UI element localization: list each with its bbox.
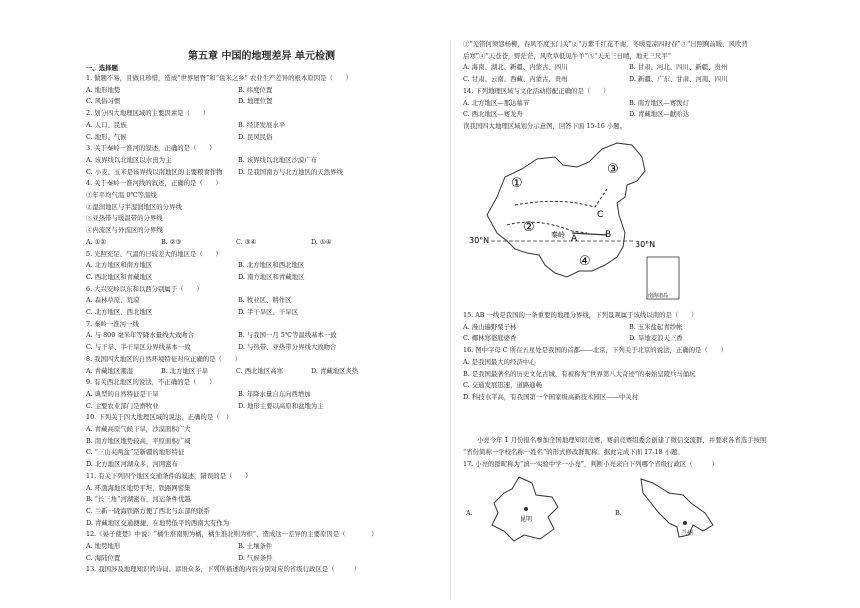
question-text: 9. 有关西北地区的说法，不正确的是（ ） bbox=[86, 378, 216, 387]
answer-option[interactable]: D. 地形主要以高原和盆地为主 bbox=[238, 401, 324, 410]
question-text: ②湿润地区与半湿润地区的分界线 bbox=[86, 202, 182, 211]
answer-option[interactable]: A. 青藏地区潮湿 bbox=[86, 366, 134, 375]
answer-option[interactable]: B. 玉米盐起青纱帐 bbox=[629, 322, 683, 331]
question-text: D. 青藏地区交通便捷，在地势低平的西南大有作为 bbox=[86, 518, 230, 527]
gansu-outline-icon bbox=[633, 473, 723, 545]
question-text: A. 青藏高原气候干旱，沙漠面积广大 bbox=[86, 425, 191, 433]
map-label-qinling: 秦岭 bbox=[551, 231, 565, 239]
question-text: A. 环渤海地区地势平坦，铁路网密集 bbox=[86, 483, 191, 492]
map-label-B: B bbox=[605, 230, 612, 240]
answer-option[interactable]: A. 漫山遍野栗子林 bbox=[463, 322, 517, 331]
question-text: 14. 下列地理区域与文化活动搭配正确的是（ ） bbox=[463, 86, 610, 95]
answer-option[interactable]: D. 地理位置 bbox=[238, 97, 273, 106]
answer-option[interactable]: C. 小麦、玉米是该界线以南地区的主要粮食作物 bbox=[86, 167, 223, 176]
passage-text: 小亮今年 1 月份报名参加全国地理知识竞赛，赛前竞赛组委会创建了微信交流群，并要求各省选手按照 bbox=[477, 436, 767, 444]
answer-option[interactable]: D. 旱地麦浪天三香 bbox=[629, 334, 683, 343]
question-text: D. 北方地区河湖众多，河网密布 bbox=[86, 460, 179, 469]
question-text: C. “三山夹两盆”是新疆的地形特征 bbox=[86, 448, 185, 457]
question-text: C. 兰新一陇海铁路方便了西北与东部的联系 bbox=[86, 506, 210, 515]
question-text: 16. 图中字母 C 所在五星处是我国的首都——北京，下列关于北京的说法，正确的是（ ） bbox=[463, 346, 727, 355]
question-text: 6. 大兴安岭以东和以西分别属于（ ） bbox=[86, 284, 203, 293]
answer-option[interactable]: C. 与干旱、半干旱区分界线基本一致 bbox=[86, 343, 191, 352]
question-text: B. 南方地区地势较高，平原面积广阔 bbox=[86, 436, 191, 445]
answer-option[interactable]: D. 民风民俗 bbox=[238, 132, 273, 141]
answer-option[interactable]: A. 地形地势 bbox=[86, 85, 121, 94]
question-text: 读我国四大地理区域划分示意图，回答下面 15-16 小题。 bbox=[463, 121, 627, 130]
answer-option[interactable]: A. 该界线以北地区以水田为主 bbox=[86, 155, 172, 164]
city-label-b: 兰州 bbox=[681, 530, 694, 537]
region-boundary-2 bbox=[507, 222, 587, 233]
answer-option[interactable]: B. 牧业区、耕作区 bbox=[238, 296, 292, 305]
answer-option[interactable]: C. ③④ bbox=[236, 237, 257, 246]
answer-option[interactable]: C. 地形、气候 bbox=[86, 132, 127, 141]
section-heading: 一、选择题 bbox=[86, 64, 118, 72]
answer-option[interactable]: B. 与我国一月 5℃等温线基本一致 bbox=[238, 331, 337, 340]
answer-option[interactable]: D. 南方地区和青藏地区 bbox=[238, 272, 305, 281]
china-region-map bbox=[467, 137, 684, 305]
answer-option[interactable]: C. 海陆位置 bbox=[86, 553, 121, 562]
answer-option[interactable]: A. 典型的自然特征是干旱 bbox=[86, 389, 159, 398]
answer-option[interactable]: A. 人口、民族 bbox=[86, 120, 127, 129]
question-text: 15. AB 一线是我国的一条重要的地理分界线，下列景观属于该线以南的是（ ） bbox=[463, 311, 698, 319]
question-text: 后寒”④“天苍苍，野茫茫，风吹草低见牛羊”⑤“天无三日晴，地无三尺平” bbox=[463, 51, 672, 60]
question-text: D. 科技水平高，有我国第一个国家级高新技术园区——中关村 bbox=[463, 392, 639, 401]
question-text: B. 是我国最著名的历史文化古城，有被称为“世界第八大奇迹”的秦始皇陵兵马俑坑 bbox=[463, 369, 696, 378]
answer-option[interactable]: B. 纬度位置 bbox=[238, 85, 273, 94]
answer-option[interactable]: C. 甘肃、云南、西藏、内蒙古、贵州 bbox=[463, 75, 568, 84]
question-text: 10. 下列关于四大地理区域的说法，正确的是（ ） bbox=[86, 413, 233, 422]
answer-option[interactable]: A. 地势地形 bbox=[86, 542, 121, 550]
answer-option[interactable]: D. 与热带、亚热带分界线大致吻合 bbox=[238, 343, 337, 352]
question-text: 17. 小亮的群昵称为“滇一实验中学一小亮”，判断小亮来自下列哪个省级行政区（ ） bbox=[463, 460, 719, 468]
question-text: B. “长三角”河湖密布，河运条件优越 bbox=[86, 495, 191, 504]
answer-option[interactable]: A. ①② bbox=[86, 237, 107, 246]
answer-option[interactable]: B. 北方地区和西北地区 bbox=[238, 261, 305, 270]
answer-option[interactable]: C. 北方地区、西北地区 bbox=[86, 308, 153, 316]
answer-option[interactable]: A. 森林草原、荒漠 bbox=[86, 296, 140, 305]
option-b-label: B. bbox=[615, 509, 622, 517]
question-text: 1. 做题不易，且做且珍惜，造成“世界屋脊”和“鱼米之乡” 农业生产差异的根本原因是（ ） bbox=[86, 74, 353, 82]
answer-option[interactable]: A. 北方地区和南方地区 bbox=[86, 261, 153, 270]
qinling-line bbox=[572, 233, 607, 235]
answer-option[interactable]: D. 青藏地区—献哈达 bbox=[629, 110, 690, 119]
answer-option[interactable]: B. 经济发展水平 bbox=[238, 120, 286, 129]
question-text: 11. 有关下列四个地区交通条件的叙述，错误的是（ ） bbox=[86, 471, 252, 480]
answer-option[interactable]: B. 北方地区干旱 bbox=[161, 366, 209, 375]
question-text: ①“羌笛何须怨杨柳，春风不度玉门关”②“万紫千红花不谢，冬暖夏凉四时春”③“日照胸前暖，风吹背 bbox=[463, 40, 748, 48]
answer-option[interactable]: C. 风俗习惯 bbox=[86, 97, 121, 106]
answer-option[interactable]: B. ②③ bbox=[161, 237, 182, 246]
question-text: ④内流区与外流区的分界线 bbox=[86, 226, 163, 235]
map-label-3: ③ bbox=[607, 162, 619, 177]
answer-option[interactable]: C. 西北地区—赛龙舟 bbox=[463, 110, 523, 119]
question-text: 13. 我国涉及地理知识的诗词、谚语众多，下列所描述的内容分别对应的省级行政区是（ ） bbox=[86, 565, 361, 574]
map-label-south-sea: 南海诸岛 bbox=[648, 293, 669, 299]
yunnan-outline-icon bbox=[484, 473, 574, 545]
map-label-30n-left: 30°N bbox=[469, 236, 490, 245]
map-label-30n-right: 30°N bbox=[635, 240, 656, 249]
answer-option[interactable]: D. 半干旱区、干旱区 bbox=[238, 308, 299, 316]
question-text: 7. 秦岭一淮河一线 bbox=[86, 319, 139, 328]
answer-option[interactable]: A. 与 800 毫米年等降水量线大致吻合 bbox=[86, 331, 195, 340]
question-text: 5. 光照充足、气温的日较差大的地区是（ ） bbox=[86, 249, 222, 258]
answer-option[interactable]: B. 甘肃、河北、四川、新疆、贵州 bbox=[629, 63, 728, 72]
answer-option[interactable]: C. 主要农业部门是畜牧业 bbox=[86, 401, 159, 410]
map-label-2: ② bbox=[523, 220, 535, 235]
map-label-4: ④ bbox=[579, 254, 591, 269]
question-text: 12.《晏子使楚》中说：“橘生淮南则为橘，橘生淮北则为枳”，造成这一差异的主要原因是（ ） bbox=[86, 530, 378, 539]
question-text: ①年平均气温 0℃等温线 bbox=[86, 191, 157, 199]
answer-option[interactable]: D. 新疆、广东、甘肃、河南、四川 bbox=[629, 75, 728, 84]
map-label-1: ① bbox=[511, 176, 523, 191]
column-divider bbox=[450, 40, 451, 600]
china-outline bbox=[487, 143, 645, 277]
answer-option[interactable]: B. 土壤条件 bbox=[238, 542, 273, 550]
question-text: C. 交通发展迅速，道路通畅 bbox=[463, 381, 543, 390]
answer-option[interactable]: D. ①④ bbox=[311, 237, 332, 246]
map-label-A: A bbox=[571, 234, 578, 244]
answer-option[interactable]: A. 海南、湖北、新疆、内蒙古、四川 bbox=[463, 63, 568, 72]
answer-option[interactable]: D. 青藏地区炎热 bbox=[311, 366, 359, 375]
city-label-a: 昆明 bbox=[520, 516, 533, 523]
question-text: 3. 关于秦岭－淮河的叙述，正确的是（ ） bbox=[86, 144, 216, 153]
region-boundary-1 bbox=[515, 189, 607, 207]
question-text: A. 是我国最大的经济中心 bbox=[463, 357, 536, 366]
answer-option[interactable]: C. 西北地区高寒 bbox=[236, 366, 284, 375]
question-text: ③亚热带与暖温带的分界线 bbox=[86, 214, 163, 223]
page-title: 第五章 中国的地理差异 单元检测 bbox=[188, 51, 335, 62]
answer-option[interactable]: A. 北方地区—那达慕节 bbox=[463, 98, 530, 107]
answer-option[interactable]: C. 西北地区和青藏地区 bbox=[86, 272, 153, 281]
question-text: 2. 划分四大地理区域的主要因素是（ ） bbox=[86, 109, 210, 118]
answer-option[interactable]: D. 气候条件 bbox=[238, 553, 273, 562]
answer-option[interactable]: B. 南方地区—赛泼灯 bbox=[629, 98, 689, 107]
question-text: 4. 关于秦岭一淮河线的叙述，正确的是（ ） bbox=[86, 179, 222, 188]
question-text: 8. 我国四大地区的自然环境特征对应正确的是（ ） bbox=[86, 354, 242, 363]
option-a-label: A. bbox=[466, 509, 473, 517]
answer-option[interactable]: C. 椰林寒婆庭婆香 bbox=[463, 334, 517, 343]
answer-option[interactable]: B. 该界线以北地区沙漠广布 bbox=[238, 155, 318, 164]
answer-option[interactable]: D. 是我国南方与北方地区的天然界线 bbox=[238, 167, 343, 176]
answer-option[interactable]: B. 年降水量自东向西增加 bbox=[238, 389, 311, 398]
map-label-C: C bbox=[597, 210, 604, 220]
passage-text: “省份简称一学校名称一姓名”的形式修改群昵称。据此完成下面 17-18 小题。 bbox=[463, 447, 684, 456]
